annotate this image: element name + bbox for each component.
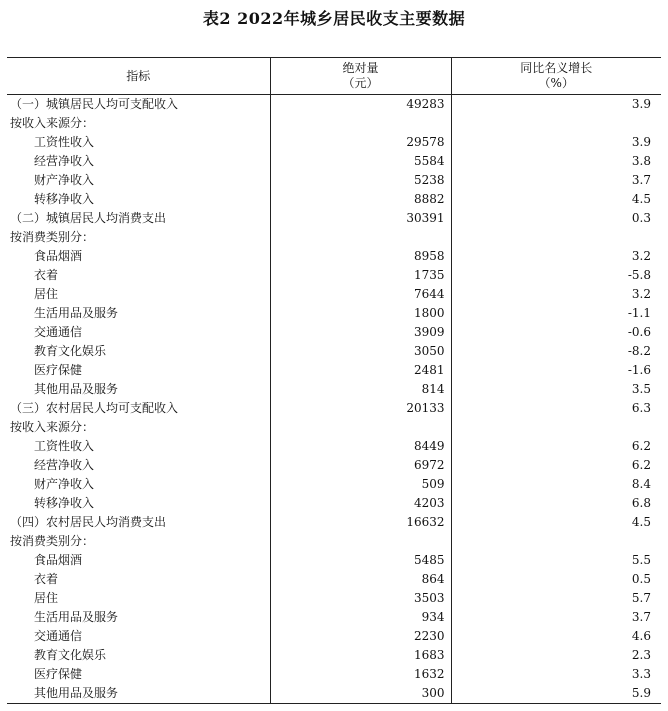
row-label: 按消费类别分： [10,534,95,548]
row-growth-value: 6.2 [451,456,661,475]
table-row [7,342,661,361]
row-sub-label: 工资性收入 [34,439,95,453]
table-row [7,133,661,152]
table-row [7,456,661,475]
income-expenditure-table [7,57,661,704]
row-growth-value: 6.3 [451,399,661,418]
row-absolute-value: 5238 [270,171,451,190]
row-label: （四）农村居民人均消费支出 [10,515,167,529]
row-absolute-value: 509 [270,475,451,494]
table-row [7,285,661,304]
row-growth-value: -1.1 [451,304,661,323]
row-absolute-value: 2481 [270,361,451,380]
table-row [7,228,661,247]
row-growth-value: 5.7 [451,589,661,608]
table-row [7,437,661,456]
row-absolute-value: 8882 [270,190,451,209]
row-sub-label: 其他用品及服务 [7,684,270,704]
row-sub-label: 交通通信 [34,325,83,339]
row-sub-label: 医疗保健 [34,667,83,681]
table-row [7,380,661,399]
table-row [7,418,661,437]
row-growth-value: 3.2 [451,247,661,266]
table-row [7,209,661,228]
row-growth-value: -8.2 [451,342,661,361]
table-header-row [7,58,661,95]
row-sub-label: 其他用品及服务 [34,382,119,396]
row-absolute-value: 2230 [270,627,451,646]
row-sub-label: 财产净收入 [34,477,95,491]
row-growth-value: -5.8 [451,266,661,285]
header-growth-label: 同比名义增长 [520,61,593,75]
table-row [7,475,661,494]
table-row [7,247,661,266]
row-absolute-value: 814 [270,380,451,399]
row-sub-label: 衣着 [34,572,59,586]
row-absolute-value: 1632 [270,665,451,684]
table-row [7,551,661,570]
row-sub-label: 食品烟酒 [34,553,83,567]
row-absolute-value: 1800 [270,304,451,323]
row-sub-label: 转移净收入 [34,496,95,510]
row-growth-value: 3.5 [451,380,661,399]
table-row [7,494,661,513]
row-growth-value: 0.3 [451,209,661,228]
row-sub-label: 交通通信 [34,629,83,643]
row-sub-label: 生活用品及服务 [34,610,119,624]
row-growth-value: 0.5 [451,570,661,589]
row-label: （一）城镇居民人均可支配收入 [10,97,179,111]
table-row [7,399,661,418]
row-absolute-value: 30391 [270,209,451,228]
row-sub-label: 衣着 [34,268,59,282]
row-growth-value: 3.2 [451,285,661,304]
row-absolute-value: 3050 [270,342,451,361]
header-absolute-label: 绝对量 [342,61,379,75]
row-sub-label: 教育文化娱乐 [34,648,107,662]
table-row [7,608,661,627]
table-body [7,95,661,704]
table-row [7,304,661,323]
header-absolute-value [270,58,451,95]
row-absolute-value: 3909 [270,323,451,342]
table-row [7,114,661,133]
row-absolute-value: 16632 [270,513,451,532]
row-sub-label: 经营净收入 [34,154,95,168]
row-absolute-value [270,228,451,247]
row-sub-label: 居住 [34,287,59,301]
row-growth-value: 3.9 [451,133,661,152]
row-absolute-value: 1735 [270,266,451,285]
header-growth [451,58,661,95]
row-growth-value: 8.4 [451,475,661,494]
row-growth-value: 2.3 [451,646,661,665]
row-absolute-value: 20133 [270,399,451,418]
row-absolute-value: 5584 [270,152,451,171]
row-absolute-value: 4203 [270,494,451,513]
row-growth-value [451,418,661,437]
row-growth-value: -0.6 [451,323,661,342]
table-row [7,570,661,589]
table-row [7,684,661,704]
row-growth-value: 5.5 [451,551,661,570]
table-row [7,95,661,115]
row-label: （三）农村居民人均可支配收入 [10,401,179,415]
row-growth-value: 3.8 [451,152,661,171]
row-growth-value: 5.9 [451,684,661,704]
row-sub-label: 食品烟酒 [34,249,83,263]
table-row [7,532,661,551]
table-row [7,152,661,171]
row-sub-label: 居住 [34,591,59,605]
header-absolute-unit: （元） [342,76,379,90]
table-row [7,646,661,665]
row-growth-value [451,114,661,133]
row-growth-value: 3.9 [451,95,661,115]
row-absolute-value: 8958 [270,247,451,266]
table-row [7,627,661,646]
row-label: 按消费类别分： [10,230,95,244]
row-growth-value: 6.2 [451,437,661,456]
table-row [7,190,661,209]
row-absolute-value: 300 [270,684,451,704]
row-absolute-value: 3503 [270,589,451,608]
row-growth-value [451,532,661,551]
table-row [7,361,661,380]
table-row [7,266,661,285]
row-absolute-value: 864 [270,570,451,589]
row-absolute-value [270,114,451,133]
row-absolute-value [270,532,451,551]
row-growth-value: 3.3 [451,665,661,684]
row-absolute-value [270,418,451,437]
row-growth-value [451,228,661,247]
row-growth-value: 4.5 [451,513,661,532]
row-sub-label: 工资性收入 [34,135,95,149]
row-absolute-value: 934 [270,608,451,627]
row-growth-value: 4.5 [451,190,661,209]
header-growth-unit: （%） [538,76,574,90]
table-row [7,589,661,608]
row-sub-label: 医疗保健 [34,363,83,377]
table-row [7,323,661,342]
row-absolute-value: 1683 [270,646,451,665]
row-growth-value: 4.6 [451,627,661,646]
row-absolute-value: 5485 [270,551,451,570]
row-absolute-value: 8449 [270,437,451,456]
row-label: （二）城镇居民人均消费支出 [10,211,167,225]
row-growth-value: 6.8 [451,494,661,513]
header-indicator: 指标 [7,58,270,95]
row-absolute-value: 7644 [270,285,451,304]
row-sub-label: 生活用品及服务 [34,306,119,320]
table-row [7,665,661,684]
row-growth-value: -1.6 [451,361,661,380]
row-absolute-value: 49283 [270,95,451,115]
row-absolute-value: 29578 [270,133,451,152]
row-sub-label: 转移净收入 [34,192,95,206]
row-absolute-value: 6972 [270,456,451,475]
row-growth-value: 3.7 [451,608,661,627]
row-growth-value: 3.7 [451,171,661,190]
table-row [7,513,661,532]
table-row [7,171,661,190]
row-label: 按收入来源分： [10,420,95,434]
row-sub-label: 财产净收入 [34,173,95,187]
row-sub-label: 经营净收入 [34,458,95,472]
table-title: 表2 2022年城乡居民收支主要数据 [202,9,466,28]
row-label: 按收入来源分： [10,116,95,130]
row-sub-label: 教育文化娱乐 [34,344,107,358]
